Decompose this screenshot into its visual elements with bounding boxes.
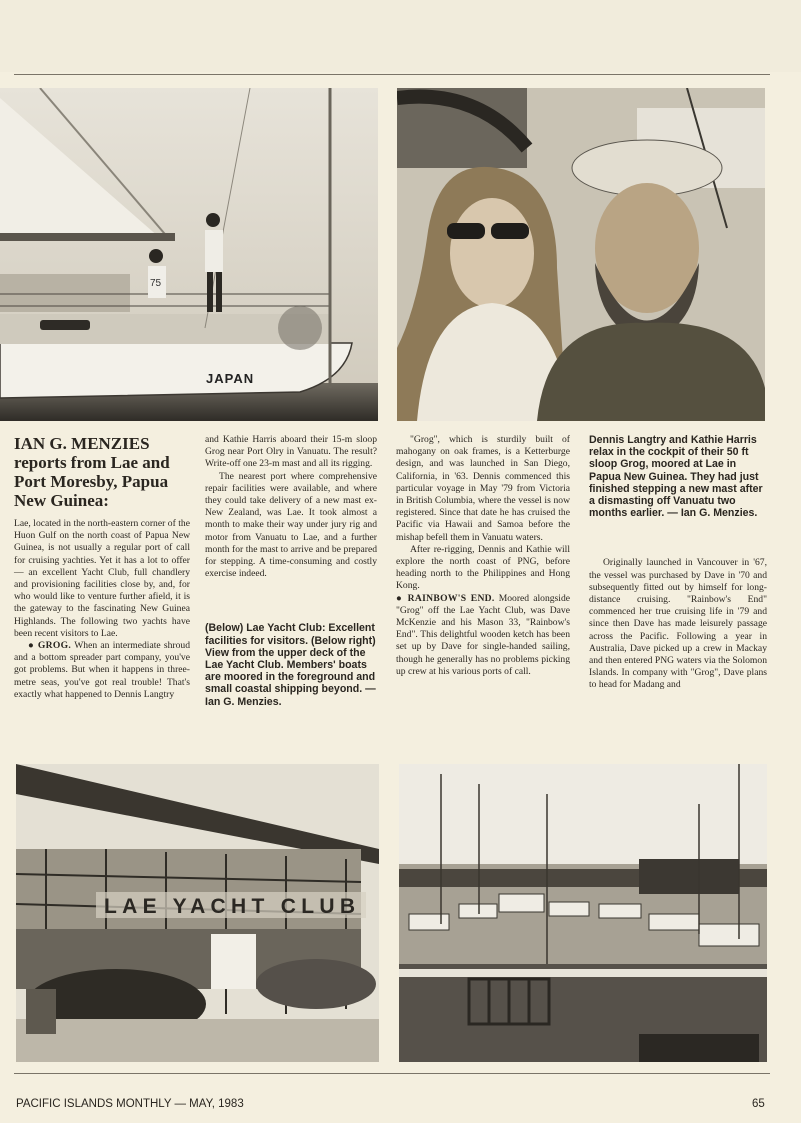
top-rule bbox=[14, 74, 770, 75]
yacht-photo bbox=[0, 88, 378, 421]
club-sign-text: LAE YACHT CLUB bbox=[104, 895, 359, 918]
couple-photo-caption: Dennis Langtry and Kathie Harris relax in the cockpit of their 50 ft sloop Grog, moored at Lae in Papua New Guinea. They had just finished stepping a new mast after a dismasting off Vanuatu two months earlier. — Ian G. Menzies. bbox=[589, 434, 763, 520]
article-paragraph: Lae, located in the north-eastern corner of the Huon Gulf on the north coast of Papua New Guinea, is not usually a regular port of call for cruising yachties. Yet it has a lot to offer — an excellent Yacht Club, full chandlery and provisioning facilities close by, and, for who would like to venture further afield, it is the gateway to the fascinating New Guinea Highlands. The following two yachts have been recent visitors to Lae. bbox=[14, 518, 190, 639]
couple-photo bbox=[397, 88, 765, 421]
article-paragraph: and Kathie Harris aboard their 15-m sloop Grog near Port Olry in Vanuatu. The result? Write-off one 23-m mast and all its rigging. bbox=[205, 434, 377, 470]
article-paragraph: The nearest port where comprehensive repair facilities were available, and where they could take delivery of a new mast ex-New Zealand, was Lae. It took almost a month to make their way under jury rig and motor from Vanuatu to Lae, and a further month for the mast to arrive and be prepared for stepping. A time-consuming and costly exercise indeed. bbox=[205, 470, 377, 580]
article-column-1 bbox=[14, 434, 190, 701]
page-number: 65 bbox=[752, 1098, 765, 1110]
rainbows-end-heading: RAINBOW'S END. bbox=[407, 592, 495, 604]
article-column-2 bbox=[205, 434, 377, 708]
article-headline: IAN G. MENZIES reports from Lae and Port Moresby, Papua New Guinea: bbox=[14, 434, 170, 510]
harbour-photo bbox=[399, 764, 767, 1062]
article-paragraph: Originally launched in Vancouver in '67, the vessel was purchased by Dave in '70 and subsequently fitted out by himself for long-distance cruising. "Rainbow's End" commenced her true cruising life in '79 and since then Dave has made leisurely passage across the Pacific. Following a year in Australia, Dave picked up a crew in Mackay and then entered PNG waters via the Solomon Islands. In company with "Grog", Dave plans to head for Madang and bbox=[589, 557, 767, 691]
publication-footer: PACIFIC ISLANDS MONTHLY — MAY, 1983 bbox=[16, 1098, 244, 1110]
article-paragraph: "Grog", which is sturdily built of mahogany on oak frames, is a Ketterburge design, and was launched in San Diego, California, in '63. Dennis commenced this particular voyage in May '79 from Victoria in British Columbia, where the vessel is now registered. Since that date he has cruised the Pacific via Hawaii and Samoa before the mishap befell them in Vanuatu waters. bbox=[396, 434, 570, 543]
yacht-club-photo bbox=[16, 764, 379, 1062]
article-paragraph: After re-rigging, Dennis and Kathie will explore the north coast of PNG, before heading north to the Philippines and Hong Kong. bbox=[396, 543, 570, 592]
club-photo-caption: (Below) Lae Yacht Club: Excellent facilities for visitors. (Below right) View from the upper deck of the Lae Yacht Club. Members' boats are moored in the foreground and small coastal shipping beyond. — Ian G. Menzies. bbox=[205, 622, 376, 708]
rainbows-end-paragraph bbox=[396, 593, 570, 678]
article-column-4 bbox=[589, 434, 767, 692]
grog-text: When an intermediate shroud and a bottom spreader part company, you've got problems. But when it happens in three-metre seas, you've got real trouble! That's exactly what happened to Dennis Langtry bbox=[14, 640, 191, 700]
footer-rule bbox=[14, 1073, 770, 1074]
bullet-icon: ● bbox=[28, 640, 35, 652]
article-column-3 bbox=[396, 434, 570, 678]
bullet-icon: ● bbox=[396, 592, 404, 604]
grog-paragraph bbox=[14, 640, 190, 701]
rainbows-end-text: Moored alongside "Grog" off the Lae Yacht Club, was Dave McKenzie and his Mason 33, "Rainbow's End". This delightful wooden ketch has been set up by Dave for single-handed sailing, though he generally has no problems picking up crew at his various ports of call. bbox=[396, 592, 570, 677]
grog-heading: GROG. bbox=[37, 640, 72, 652]
hull-name-text: JAPAN bbox=[206, 371, 255, 386]
sail-number-text: 75 bbox=[150, 278, 162, 289]
top-margin bbox=[0, 0, 801, 72]
